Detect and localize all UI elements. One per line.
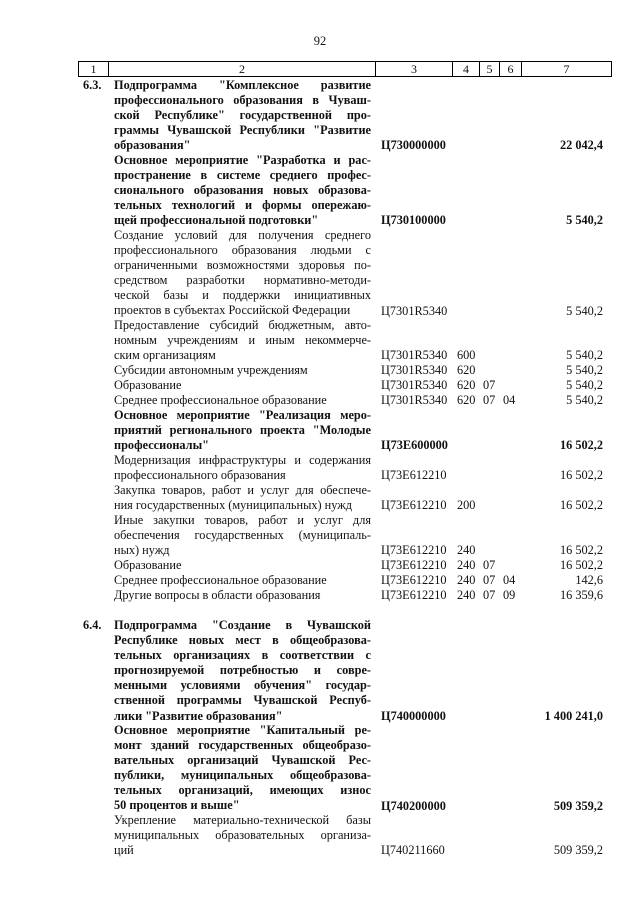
row-name-line: тельных организациях в соответствии с [114, 648, 371, 663]
row-name-line: граммы Чувашской Республики "Развитие [114, 123, 371, 138]
row-name [114, 363, 371, 378]
row-name-line: монт зданий государственных общеобразо- [114, 738, 371, 753]
row-col-6: 04 [503, 393, 516, 407]
row-name-line: Среднее профессиональное образование [114, 393, 327, 407]
header-col-1: 1 [79, 62, 109, 76]
row-name-line: Подпрограмма "Создание в Чувашской [114, 618, 371, 632]
row-name-line: Образование [114, 558, 182, 572]
row-col-6: 09 [503, 588, 516, 602]
row-col-4: 620 [457, 393, 476, 407]
row-sum: 16 502,2 [559, 498, 603, 513]
row-sum: 509 359,2 [553, 798, 603, 813]
row-name-line: проектов в субъектах Российской Федерации [114, 303, 351, 318]
page-number: 92 [313, 34, 327, 48]
row-name-line: Закупка товаров, работ и услуг для обеспече- [114, 483, 371, 497]
table-header [78, 61, 612, 77]
header-col-2: 2 [109, 62, 376, 76]
row-code: Ц73Е612210 [381, 498, 447, 513]
row-name-line: обеспечения государственных (муниципаль- [114, 528, 371, 543]
row-name-line: номным учреждениям и иным некоммерче- [114, 333, 371, 348]
row-code: Ц73Е612210 [381, 573, 447, 587]
row-col-4: 620 [457, 363, 476, 377]
row-name-line: Создание условий для получения среднего [114, 228, 371, 242]
row-name-line: ных) нужд [114, 543, 170, 558]
row-col-4: 200 [457, 498, 476, 513]
row-code: Ц740200000 [381, 798, 446, 813]
row-name [114, 513, 371, 558]
row-col-4: 240 [457, 588, 476, 602]
row-col-4: 240 [457, 543, 476, 558]
row-name-line: ограниченными возможностями здоровья по- [114, 258, 371, 273]
row-name-line: Основное мероприятие "Капитальный ре- [114, 723, 371, 737]
row-sum: 5 540,2 [566, 303, 603, 318]
row-name-line: Другие вопросы в области образования [114, 588, 321, 602]
row-col-4: 240 [457, 558, 476, 572]
row-name [114, 408, 371, 453]
row-name-line: муниципальных образовательных организа- [114, 828, 371, 843]
row-sum: 142,6 [575, 573, 603, 587]
row-code: Ц730100000 [381, 213, 446, 228]
row-name-line: Среднее профессиональное образование [114, 573, 327, 587]
row-col-4: 620 [457, 378, 476, 392]
row-sum: 22 042,4 [559, 138, 603, 153]
row-name-line: ческой базы и поддержки инициативных [114, 288, 371, 303]
row-col-4: 240 [457, 573, 476, 587]
row-name-line: 50 процентов и выше" [114, 798, 240, 813]
row-name-line: Иные закупки товаров, работ и услуг для [114, 513, 371, 527]
row-sum: 509 359,2 [553, 843, 603, 858]
row-sum: 5 540,2 [566, 378, 603, 392]
header-col-6: 6 [500, 62, 522, 76]
row-sum: 16 502,2 [559, 438, 603, 453]
row-name-line: ственной программы Чувашской Респуб- [114, 693, 371, 708]
row-code: Ц73Е612210 [381, 588, 447, 602]
row-name [114, 318, 371, 363]
row-name-line: щей профессиональной подготовки" [114, 213, 319, 228]
row-name-line: Основное мероприятие "Реализация меро- [114, 408, 371, 422]
row-code: Ц7301R5340 [381, 303, 448, 318]
row-name [114, 573, 371, 588]
row-name-line: Республике новых мест в общеобразова- [114, 633, 371, 648]
row-col-6: 04 [503, 573, 516, 587]
row-name-line: приятий регионального проекта "Молодые [114, 423, 371, 438]
row-name-line: Основное мероприятие "Разработка и рас- [114, 153, 371, 167]
header-col-5: 5 [480, 62, 500, 76]
row-sum: 1 400 241,0 [544, 708, 603, 723]
row-name [114, 483, 371, 513]
row-sum: 5 540,2 [566, 393, 603, 407]
row-name-line: профессионального образования людьми с [114, 243, 371, 258]
row-name [114, 558, 371, 573]
row-code: Ц7301R5340 [381, 378, 448, 392]
row-name [114, 453, 371, 483]
row-name-line: ций [114, 843, 134, 858]
row-name [114, 813, 371, 858]
row-name [114, 228, 371, 319]
row-name-line: Образование [114, 378, 182, 392]
header-col-7: 7 [563, 62, 570, 76]
row-col-5: 07 [483, 558, 496, 572]
row-name-line: Предоставление субсидий бюджетным, авто- [114, 318, 371, 332]
row-name-line: пространение в системе среднего профес- [114, 168, 371, 183]
row-code: Ц73Е600000 [381, 438, 448, 453]
row-name-line: менными условиями обучения" государ- [114, 678, 371, 693]
row-sum: 16 502,2 [559, 468, 603, 483]
row-name [114, 378, 371, 393]
row-sum: 5 540,2 [566, 363, 603, 377]
row-col-5: 07 [483, 393, 496, 407]
row-name-line: Модернизация инфраструктуры и содержания [114, 453, 371, 467]
row-number: 6.4. [83, 618, 102, 632]
row-name-line: ской Республике" государственной про- [114, 108, 371, 123]
row-name-line: образования" [114, 138, 191, 153]
row-col-5: 07 [483, 573, 496, 587]
row-col-4: 600 [457, 348, 476, 363]
row-code: Ц73Е612210 [381, 543, 447, 558]
row-name [114, 588, 371, 603]
row-name-line: Укрепление материально-технической базы [114, 813, 371, 827]
row-name-line: ния государственных (муниципальных) нужд [114, 498, 353, 513]
row-code: Ц73Е612210 [381, 468, 447, 483]
row-name-line: Субсидии автономным учреждениям [114, 363, 308, 377]
row-name-line: прогнозируемой потребностью и совре- [114, 663, 371, 678]
row-code: Ц7301R5340 [381, 348, 448, 363]
row-name-line: профессионального образования в Чуваш- [114, 93, 371, 108]
row-code: Ц7301R5340 [381, 393, 448, 407]
row-sum: 5 540,2 [566, 213, 603, 228]
row-sum: 16 359,6 [559, 588, 603, 602]
row-name [114, 723, 371, 814]
row-name [114, 78, 371, 153]
row-name-line: лики "Развитие образования" [114, 708, 283, 723]
row-number: 6.3. [83, 78, 102, 92]
row-name-line: сионального образования новых образова- [114, 183, 371, 198]
row-sum: 16 502,2 [559, 543, 603, 558]
row-code: Ц730000000 [381, 138, 446, 153]
row-name-line: вательных организаций Чувашской Рес- [114, 753, 371, 768]
row-name-line: тельных организаций, имеющих износ [114, 783, 371, 798]
row-code: Ц740000000 [381, 708, 446, 723]
row-sum: 16 502,2 [559, 558, 603, 572]
row-name [114, 393, 371, 408]
row-code: Ц73Е612210 [381, 558, 447, 572]
row-name [114, 153, 371, 228]
row-name-line: средством разработки нормативно-методи- [114, 273, 371, 288]
row-name-line: ским организациям [114, 348, 216, 363]
row-col-5: 07 [483, 588, 496, 602]
row-name-line: профессионалы" [114, 438, 210, 453]
row-code: Ц740211660 [381, 843, 445, 858]
row-code: Ц7301R5340 [381, 363, 448, 377]
row-name-line: Подпрограмма "Комплексное развитие [114, 78, 371, 92]
row-name [114, 618, 371, 724]
row-col-5: 07 [483, 378, 496, 392]
row-name-line: тельных технологий и формы опережаю- [114, 198, 371, 213]
row-name-line: профессионального образования [114, 468, 286, 483]
row-sum: 5 540,2 [566, 348, 603, 363]
header-col-3: 3 [376, 62, 453, 76]
row-name-line: публики, муниципальных общеобразова- [114, 768, 371, 783]
header-col-4: 4 [453, 62, 480, 76]
